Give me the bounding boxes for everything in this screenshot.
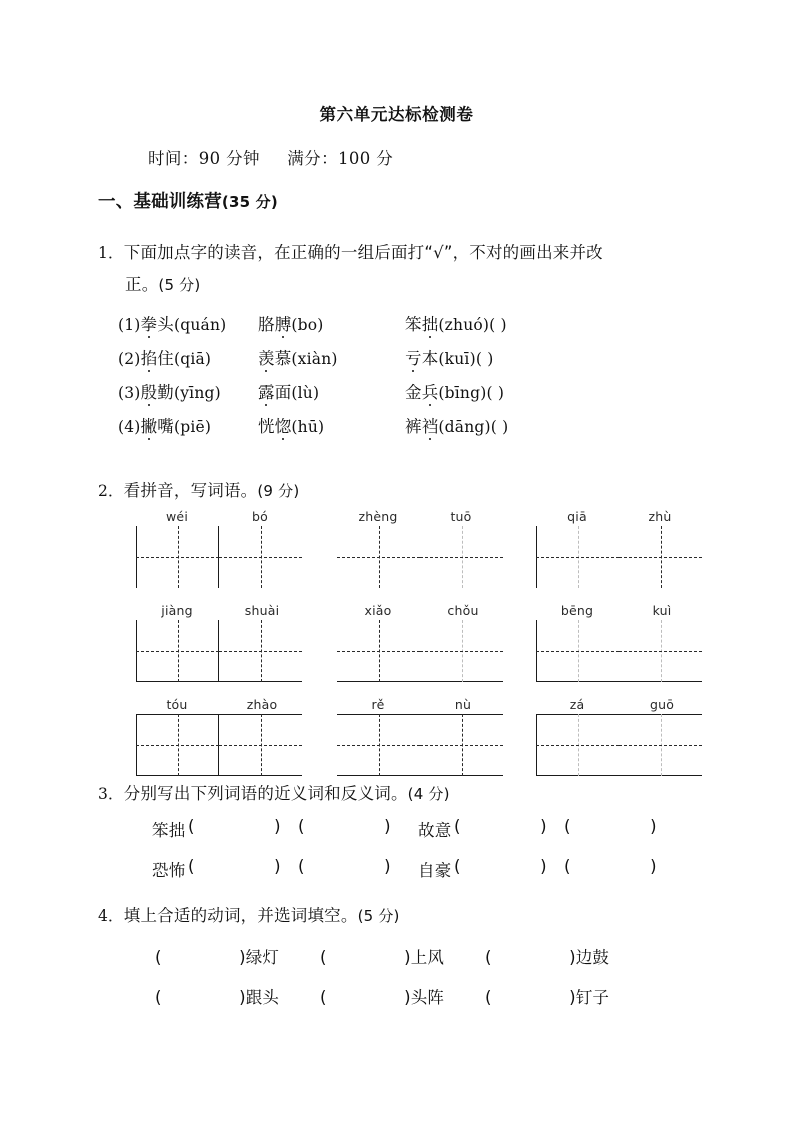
word-pinyin: (xiàn)	[291, 350, 338, 368]
word-pinyin: (quán)	[173, 316, 227, 334]
question-1-row-3-item-2	[258, 379, 319, 403]
question-3-row-2-word	[152, 857, 185, 881]
tianzige-boxes[interactable]	[136, 620, 302, 682]
word-pinyin: (bo)	[291, 316, 324, 334]
word-head: 恍	[258, 417, 275, 436]
writing-grid-group-3	[536, 509, 702, 588]
page-title: 第六单元达标检测卷	[319, 105, 474, 124]
pinyin-syllable: xiǎo	[364, 603, 392, 618]
word-tail: 慕	[274, 349, 292, 368]
pinyin-syllable: zhù	[648, 509, 672, 524]
question-1-row-3	[118, 379, 221, 403]
pinyin-syllable: wéi	[166, 509, 188, 524]
question-1-row-1-item-3	[405, 311, 507, 335]
pinyin-syllable: guō	[649, 697, 675, 712]
tianzige-cell[interactable]	[536, 526, 619, 588]
exam-meta	[148, 145, 393, 169]
question-4-row-1-item-1[interactable]	[155, 944, 279, 968]
word-tail: 嘴	[157, 417, 174, 436]
collocation-word: 上风	[410, 948, 445, 967]
dotted-char: 拳	[141, 311, 158, 335]
paren-close: )	[404, 948, 411, 967]
question-4-prompt	[98, 902, 400, 926]
collocation-word: 绿灯	[245, 948, 280, 967]
collocation-word: 跟头	[245, 988, 280, 1007]
paren-open: (	[320, 948, 327, 967]
cell-guide-horizontal	[136, 745, 219, 746]
word-tail: 住	[157, 349, 174, 368]
paren-close: )	[239, 948, 246, 967]
paren-close: )	[650, 857, 657, 876]
writing-grid-group-7	[136, 697, 302, 776]
pinyin-syllable: nù	[454, 697, 472, 712]
question-3-row-1-blank-3[interactable]	[454, 817, 547, 836]
question-3-number: 3．	[98, 785, 124, 803]
question-1-row-1-item-2	[258, 311, 324, 335]
question-1-row-4-item-3	[405, 413, 508, 437]
word-pinyin: (dāng)	[438, 418, 491, 436]
word-pinyin: (hū)	[291, 418, 325, 436]
dotted-char: 亏	[405, 345, 422, 369]
tianzige-cell[interactable]	[619, 714, 702, 776]
cell-guide-horizontal	[619, 557, 702, 558]
word-head: 胳	[258, 315, 275, 334]
writing-grid-group-1	[136, 509, 302, 588]
cell-guide-horizontal	[337, 651, 420, 652]
paren-close: )	[650, 817, 657, 836]
dotted-char: 裆	[422, 413, 439, 437]
cell-guide-horizontal	[619, 651, 702, 652]
dotted-char: 露	[258, 379, 275, 403]
paren-open: (	[320, 988, 327, 1007]
paren-close: )	[569, 948, 576, 967]
tianzige-boxes[interactable]	[337, 526, 503, 588]
section-heading-1	[98, 188, 278, 213]
question-3-row-2-blank-2[interactable]	[298, 857, 391, 876]
paren-open: (	[564, 857, 571, 876]
writing-grid-group-5	[337, 603, 503, 682]
question-4-row-2-item-2[interactable]	[320, 984, 444, 1008]
tianzige-cell[interactable]	[619, 620, 702, 682]
question-3-row-1-blank-1[interactable]	[188, 817, 281, 836]
dotted-char: 羡	[258, 345, 275, 369]
paren-close: )	[384, 817, 391, 836]
pinyin-syllable: bó	[252, 509, 268, 524]
tianzige-cell[interactable]	[219, 714, 302, 776]
paren-close: )	[540, 857, 547, 876]
question-3-row-2-word-2	[418, 857, 451, 881]
row-label: (4)	[118, 418, 141, 436]
tianzige-cell[interactable]	[337, 526, 420, 588]
row-label: (1)	[118, 316, 141, 334]
question-4-row-2-item-3[interactable]	[485, 984, 609, 1008]
question-1-prompt-line2	[125, 271, 200, 295]
tianzige-cell[interactable]	[136, 714, 219, 776]
answer-blank[interactable]: ( )	[489, 316, 507, 334]
word-tail: 本	[421, 349, 439, 368]
question-3-prompt	[98, 780, 450, 804]
cell-guide-horizontal	[536, 557, 619, 558]
paren-close: )	[239, 988, 246, 1007]
question-3-row-1-word-2	[418, 817, 451, 841]
grid-pinyin-row	[136, 509, 302, 526]
tianzige-cell[interactable]	[136, 526, 219, 588]
writing-grid-group-8	[337, 697, 503, 776]
writing-grid-group-4	[136, 603, 302, 682]
grid-pinyin-row	[536, 509, 702, 526]
question-2-prompt	[98, 477, 299, 501]
question-1-row-2-item-2	[258, 345, 338, 369]
dotted-char: 拙	[422, 311, 439, 335]
tianzige-boxes[interactable]	[536, 620, 702, 682]
pinyin-syllable: zhào	[246, 697, 278, 712]
tianzige-cell[interactable]	[536, 714, 619, 776]
paren-open: (	[155, 988, 162, 1007]
cell-guide-horizontal	[136, 651, 219, 652]
pinyin-syllable: tóu	[166, 697, 188, 712]
grid-pinyin-row	[536, 697, 702, 714]
paren-open: (	[485, 988, 492, 1007]
grid-pinyin-row	[337, 697, 503, 714]
dotted-char: 兵	[422, 379, 439, 403]
question-4-text: 填上合适的动词，并选词填空。	[123, 906, 358, 925]
exam-time-label: 时间：90 分钟	[148, 149, 260, 168]
word-tail: 面	[274, 383, 292, 402]
dotted-char: 殷	[141, 379, 158, 403]
pinyin-syllable: rě	[371, 697, 385, 712]
collocation-word: 钉子	[575, 988, 610, 1007]
pinyin-syllable: kuì	[652, 603, 672, 618]
writing-grid-group-6	[536, 603, 702, 682]
dotted-char: 惚	[275, 413, 292, 437]
question-3-row-2-blank-4[interactable]	[564, 857, 657, 876]
question-4-number: 4．	[98, 907, 124, 925]
grid-pinyin-row	[136, 603, 302, 620]
tianzige-cell[interactable]	[619, 526, 702, 588]
collocation-word: 头阵	[410, 988, 445, 1007]
cell-guide-horizontal	[219, 557, 302, 558]
tianzige-boxes[interactable]	[136, 714, 302, 776]
answer-blank[interactable]: ( )	[486, 384, 505, 402]
term-label: 恐怖	[152, 861, 186, 880]
word-tail: 勤	[157, 383, 174, 402]
term-label: 自豪	[418, 861, 452, 880]
cell-guide-horizontal	[420, 651, 503, 652]
tianzige-cell[interactable]	[420, 526, 503, 588]
cell-guide-horizontal	[337, 557, 420, 558]
term-label: 故意	[418, 821, 452, 840]
tianzige-cell[interactable]	[337, 620, 420, 682]
pinyin-syllable: shuài	[244, 603, 280, 618]
cell-guide-horizontal	[420, 557, 503, 558]
pinyin-syllable: chǒu	[447, 603, 479, 618]
question-4-row-2-item-1[interactable]	[155, 984, 279, 1008]
pinyin-syllable: jiàng	[161, 603, 193, 618]
tianzige-boxes[interactable]	[337, 620, 503, 682]
question-3-points: (4 分)	[407, 785, 450, 803]
question-1-text-line2: 正。	[125, 275, 159, 294]
cell-guide-horizontal	[136, 557, 219, 558]
row-label: (2)	[118, 350, 141, 368]
question-3-text: 分别写出下列词语的近义词和反义词。	[123, 784, 408, 803]
question-1-row-4-item-2	[258, 413, 324, 437]
paren-open: (	[298, 857, 305, 876]
cell-guide-horizontal	[219, 745, 302, 746]
tianzige-boxes[interactable]	[536, 714, 702, 776]
paren-close: )	[540, 817, 547, 836]
paren-open: (	[188, 817, 195, 836]
dotted-char: 撇	[141, 413, 158, 437]
paren-close: )	[404, 988, 411, 1007]
exam-score-label: 满分：100 分	[287, 149, 394, 168]
word-head: 裤	[405, 417, 422, 436]
cell-guide-horizontal	[536, 745, 619, 746]
tianzige-boxes[interactable]	[536, 526, 702, 588]
question-1-prompt-line1	[98, 239, 603, 263]
section-heading-points: (35 分)	[221, 193, 278, 211]
tianzige-cell[interactable]	[219, 620, 302, 682]
pinyin-syllable: zhèng	[358, 509, 398, 524]
question-3-row-1-word	[152, 817, 185, 841]
paren-close: )	[274, 817, 281, 836]
tianzige-cell[interactable]	[337, 714, 420, 776]
section-heading-text: 一、基础训练营	[98, 192, 222, 212]
question-1-row-1	[118, 311, 226, 335]
paren-open: (	[485, 948, 492, 967]
word-pinyin: (bīng)	[438, 384, 487, 402]
dotted-char: 掐	[141, 345, 158, 369]
pinyin-syllable: tuō	[450, 509, 472, 524]
cell-guide-horizontal	[536, 651, 619, 652]
answer-blank[interactable]: ( )	[490, 418, 509, 436]
question-3-row-1-blank-2[interactable]	[298, 817, 391, 836]
word-pinyin: (yīng)	[173, 384, 221, 402]
pinyin-syllable: zá	[569, 697, 585, 712]
collocation-word: 边鼓	[575, 948, 610, 967]
tianzige-cell[interactable]	[536, 620, 619, 682]
word-head: 笨	[405, 315, 422, 334]
paren-open: (	[564, 817, 571, 836]
pinyin-syllable: qiā	[567, 509, 587, 524]
word-pinyin: (lù)	[291, 384, 320, 402]
tianzige-cell[interactable]	[136, 620, 219, 682]
tianzige-cell[interactable]	[420, 714, 503, 776]
grid-pinyin-row	[536, 603, 702, 620]
question-3-row-1-blank-4[interactable]	[564, 817, 657, 836]
dotted-char: 膊	[275, 311, 292, 335]
word-item	[141, 315, 227, 334]
question-1-number: 1．	[98, 244, 124, 262]
cell-guide-horizontal	[619, 745, 702, 746]
word-tail: 头	[157, 315, 174, 334]
question-2-text: 看拼音，写词语。	[123, 481, 258, 500]
question-1-row-2-item-3	[405, 345, 493, 369]
question-2-points: (9 分)	[257, 482, 300, 500]
question-1-row-3-item-3	[405, 379, 504, 403]
tianzige-boxes[interactable]	[136, 526, 302, 588]
question-3-row-2-blank-3[interactable]	[454, 857, 547, 876]
word-head: 金	[405, 383, 422, 402]
pinyin-syllable: bēng	[560, 603, 594, 618]
question-3-row-2-blank-1[interactable]	[188, 857, 281, 876]
tianzige-boxes[interactable]	[337, 714, 503, 776]
word-pinyin: (piē)	[173, 418, 212, 436]
question-4-row-1-item-2[interactable]	[320, 944, 444, 968]
paren-open: (	[454, 817, 461, 836]
tianzige-cell[interactable]	[420, 620, 503, 682]
writing-grid-group-2	[337, 509, 503, 588]
question-4-row-1-item-3[interactable]	[485, 944, 609, 968]
question-2-number: 2．	[98, 482, 124, 500]
grid-pinyin-row	[136, 697, 302, 714]
word-pinyin: (kuī)	[438, 350, 476, 368]
question-1-row-2	[118, 345, 211, 369]
grid-pinyin-row	[337, 509, 503, 526]
word-pinyin: (zhuó)	[438, 316, 490, 334]
paren-close: )	[384, 857, 391, 876]
question-1-points: (5 分)	[158, 276, 201, 294]
cell-guide-horizontal	[337, 745, 420, 746]
cell-guide-horizontal	[219, 651, 302, 652]
term-label: 笨拙	[152, 821, 186, 840]
cell-guide-horizontal	[420, 745, 503, 746]
paren-open: (	[298, 817, 305, 836]
word-pinyin: (qiā)	[173, 350, 212, 368]
tianzige-cell[interactable]	[219, 526, 302, 588]
paren-close: )	[569, 988, 576, 1007]
question-1-text-line1: 下面加点字的读音，在正确的一组后面打“√”，不对的画出来并改	[123, 243, 603, 262]
question-1-row-4	[118, 413, 211, 437]
row-label: (3)	[118, 384, 141, 402]
grid-pinyin-row	[337, 603, 503, 620]
paren-open: (	[188, 857, 195, 876]
writing-grid-group-9	[536, 697, 702, 776]
paren-open: (	[155, 948, 162, 967]
answer-blank[interactable]: ( )	[475, 350, 494, 368]
paren-close: )	[274, 857, 281, 876]
paren-open: (	[454, 857, 461, 876]
question-4-points: (5 分)	[357, 907, 400, 925]
